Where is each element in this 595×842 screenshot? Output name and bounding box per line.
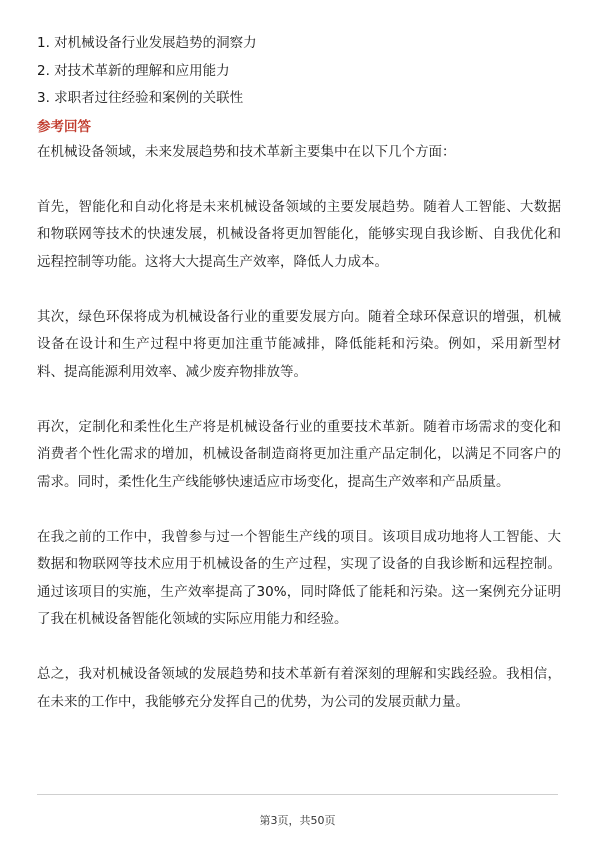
page-number: 第3页，共50页 bbox=[259, 814, 336, 827]
paragraph-gap bbox=[37, 634, 561, 662]
answer-heading: 参考回答 bbox=[37, 118, 91, 135]
list-item: 1. 对机械设备行业发展趋势的洞察力 bbox=[37, 35, 257, 51]
paragraph-experience: 在我之前的工作中，我曾参与过一个智能生产线的项目。该项目成功地将人工智能、大数据和物联网等技术应用于机械设备的生产过程，实现了设备的自我诊断和远程控制。通过该项目的实施，生产效率提高了30%，同时降低了能耗和污染。这一案例充分证明了我在机械设备智能化领域的实际应用能力和经验。 bbox=[37, 528, 561, 627]
list-item: 3. 求职者过往经验和案例的关联性 bbox=[37, 90, 244, 106]
document-body bbox=[37, 30, 561, 716]
paragraph-gap bbox=[37, 166, 561, 194]
paragraph-intelligence: 首先，智能化和自动化将是未来机械设备领域的主要发展趋势。随着人工智能、大数据和物联网等技术的快速发展，机械设备将更加智能化，能够实现自我诊断、自我优化和远程控制等功能。这将大大提高生产效率，降低人力成本。 bbox=[37, 198, 561, 270]
footer-divider bbox=[37, 794, 558, 795]
paragraph-gap bbox=[37, 386, 561, 414]
paragraph-intro: 在机械设备领域，未来发展趋势和技术革新主要集中在以下几个方面： bbox=[37, 143, 456, 160]
list-item: 2. 对技术革新的理解和应用能力 bbox=[37, 62, 230, 79]
paragraph-green: 其次，绿色环保将成为机械设备行业的重要发展方向。随着全球环保意识的增强，机械设备在设计和生产过程中将更加注重节能减排，降低能耗和污染。例如，采用新型材料、提高能源利用效率、减少废弃物排放等。 bbox=[37, 308, 561, 380]
paragraph-gap bbox=[37, 276, 561, 304]
paragraph-gap bbox=[37, 496, 561, 524]
paragraph-conclusion: 总之，我对机械设备领域的发展趋势和技术革新有着深刻的理解和实践经验。我相信，在未来的工作中，我能够充分发挥自己的优势，为公司的发展贡献力量。 bbox=[37, 666, 561, 710]
paragraph-customization: 再次，定制化和柔性化生产将是机械设备行业的重要技术革新。随着市场需求的变化和消费者个性化需求的增加，机械设备制造商将更加注重产品定制化，以满足不同客户的需求。同时，柔性化生产线能够快速适应市场变化，提高生产效率和产品质量。 bbox=[37, 418, 561, 490]
